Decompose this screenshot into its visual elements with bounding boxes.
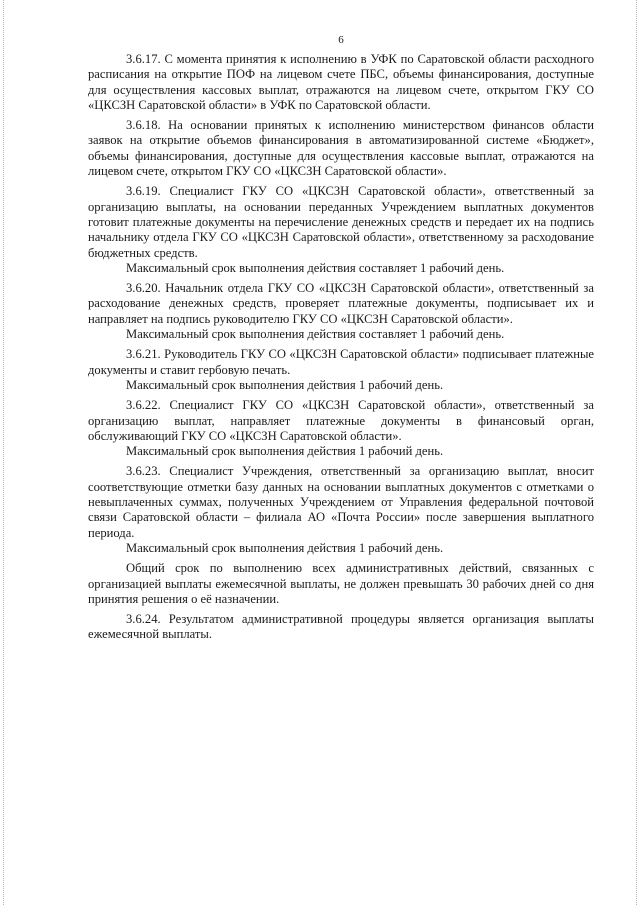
deadline-note: Максимальный срок выполнения действия 1 рабочий день. — [126, 377, 444, 392]
paragraph-3-6-22: 3.6.22. Специалист ГКУ СО «ЦКСЗН Саратовской области», ответственный за организацию выплат, направляет платежные документы в финансовый орган, обслуживающий ГКУ СО «ЦКСЗН Саратовской области». — [88, 398, 594, 443]
deadline-note: Максимальный срок выполнения действия 1 рабочий день. — [126, 444, 444, 459]
paragraph-3-6-20: 3.6.20. Начальник отдела ГКУ СО «ЦКСЗН Саратовской области», ответственный за расходование денежных средств, проверяет платежные документы, подписывает их и направляет на подпись руководителю ГКУ СО «ЦКСЗН Саратовской области». — [88, 281, 594, 326]
paragraph-3-6-17: 3.6.17. С момента принятия к исполнению в УФК по Саратовской области расходного расписания на открытие ПОФ на лицевом счете ПБС, объемы финансирования, доступные для осуществления кассовых выплат, отражаются на лицевом счете, открытом ГКУ СО «ЦКСЗН Саратовской области» в УФК по Саратовской области. — [88, 52, 594, 112]
paragraph-3-6-21: 3.6.21. Руководитель ГКУ СО «ЦКСЗН Саратовской области» подписывает платежные документы и ставит гербовую печать. — [88, 347, 594, 377]
deadline-note: Максимальный срок выполнения действия 1 рабочий день. — [126, 540, 444, 555]
page-number: 6 — [338, 34, 344, 46]
paragraph-3-6-24: 3.6.24. Результатом административной процедуры является организация выплаты ежемесячной выплаты. — [88, 612, 594, 642]
deadline-note: Максимальный срок выполнения действия составляет 1 рабочий день. — [126, 327, 505, 342]
paragraph-3-6-19: 3.6.19. Специалист ГКУ СО «ЦКСЗН Саратовской области», ответственный за организацию выплаты, на основании переданных Учреждением выплатных документов готовит платежные документы на перечисление денежных средств и передает их на подпись начальнику отдела ГКУ СО «ЦКСЗН Саратовской области», ответственному за расходование бюджетных средств. — [88, 184, 594, 260]
paragraph-3-6-23: 3.6.23. Специалист Учреждения, ответственный за организацию выплат, вносит соответствующие отметки базу данных на основании выплатных документов с отметками о невыплаченных суммах, полученных Учреждением от Управления федеральной почтовой связи Саратовской области – филиала АО «Почта России» после завершения выплатного периода. — [88, 464, 594, 540]
scan-edge-right — [634, 0, 637, 905]
deadline-note: Максимальный срок выполнения действия составляет 1 рабочий день. — [126, 260, 505, 275]
scan-edge-left — [3, 0, 6, 905]
paragraph-total-term: Общий срок по выполнению всех административных действий, связанных с организацией выплаты ежемесячной выплаты, не должен превышать 30 рабочих дней со дня принятия решения о её назначении. — [88, 561, 594, 606]
paragraph-3-6-18: 3.6.18. На основании принятых к исполнению министерством финансов области заявок на открытие объемов финансирования в автоматизированной системе «Бюджет», объемы финансирования, доступные для осуществления кассовые выплат, отражаются на лицевом счете, открытом ГКУ СО «ЦКСЗН Саратовской области». — [88, 118, 594, 179]
